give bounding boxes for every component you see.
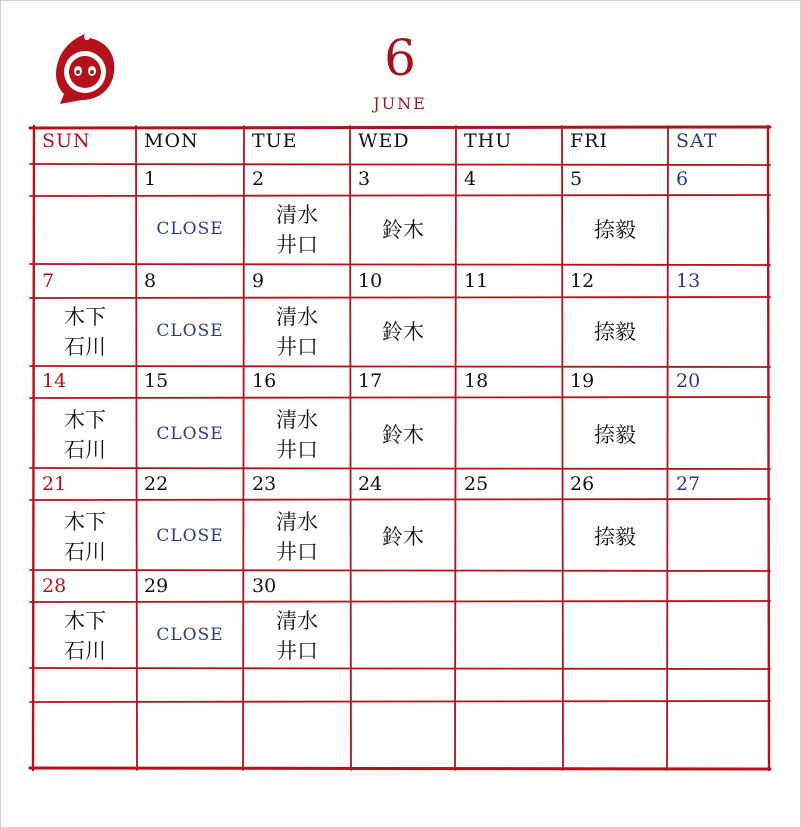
day-number: 1 [144, 168, 157, 190]
day-number: 27 [676, 473, 701, 495]
day-number: 4 [464, 168, 477, 190]
day-number: 23 [252, 473, 277, 495]
staff-entry: 清水 井口 [276, 510, 318, 564]
day-number: 5 [570, 168, 583, 190]
staff-entry: 清水 井口 [276, 305, 318, 359]
grid-line [30, 768, 770, 769]
closed-label: CLOSE [156, 526, 224, 546]
staff-entry: 捺毅 [594, 320, 636, 344]
day-number: 30 [252, 575, 277, 597]
staff-entry: 捺毅 [594, 218, 636, 242]
grid-line [30, 601, 770, 602]
staff-entry: 清水 井口 [276, 609, 318, 663]
weekday-thu: THU [464, 130, 513, 152]
grid-line [30, 164, 770, 165]
grid-line [30, 468, 770, 469]
day-number: 3 [358, 168, 371, 190]
grid-line [30, 297, 770, 298]
closed-label: CLOSE [156, 424, 224, 444]
day-number: 29 [144, 575, 169, 597]
day-number: 25 [464, 473, 489, 495]
staff-entry: 木下 石川 [64, 305, 106, 359]
day-number: 11 [464, 270, 489, 292]
day-number: 8 [144, 270, 157, 292]
closed-label: CLOSE [156, 321, 224, 341]
staff-entry: 清水 井口 [276, 408, 318, 462]
grid-line [30, 570, 770, 571]
day-number: 20 [676, 370, 701, 392]
grid-line [768, 126, 769, 770]
day-number: 6 [676, 168, 689, 190]
day-number: 14 [42, 370, 67, 392]
weekday-tue: TUE [252, 130, 298, 152]
day-number: 13 [676, 270, 701, 292]
staff-entry: 木下 石川 [64, 408, 106, 462]
day-number: 22 [144, 473, 169, 495]
day-number: 19 [570, 370, 595, 392]
grid-line [30, 366, 770, 367]
grid-line [30, 499, 770, 500]
day-number: 24 [358, 473, 383, 495]
weekday-fri: FRI [570, 130, 608, 152]
day-number: 7 [42, 270, 55, 292]
staff-entry: 捺毅 [594, 525, 636, 549]
grid-line [30, 195, 770, 196]
day-number: 18 [464, 370, 489, 392]
day-number: 17 [358, 370, 383, 392]
weekday-sun: SUN [42, 130, 91, 152]
month-number: 6 [384, 29, 416, 87]
weekday-mon: MON [144, 130, 199, 152]
grid-line [30, 127, 770, 128]
day-number: 26 [570, 473, 595, 495]
staff-entry: 鈴木 [382, 320, 424, 344]
grid-line [30, 701, 770, 702]
staff-entry: 鈴木 [382, 423, 424, 447]
staff-entry: 鈴木 [382, 218, 424, 242]
day-number: 9 [252, 270, 265, 292]
closed-label: CLOSE [156, 625, 224, 645]
day-number: 21 [42, 473, 67, 495]
staff-entry: 木下 石川 [64, 510, 106, 564]
staff-entry: 鈴木 [382, 525, 424, 549]
day-number: 10 [358, 270, 383, 292]
grid-line [30, 668, 770, 669]
day-number: 16 [252, 370, 277, 392]
grid-line [30, 264, 770, 265]
grid-line [30, 397, 770, 398]
weekday-sat: SAT [676, 130, 718, 152]
day-number: 28 [42, 575, 67, 597]
month-name: JUNE [373, 94, 427, 113]
weekday-wed: WED [358, 130, 410, 152]
staff-entry: 捺毅 [594, 423, 636, 447]
staff-entry: 木下 石川 [64, 609, 106, 663]
closed-label: CLOSE [156, 219, 224, 239]
day-number: 15 [144, 370, 169, 392]
staff-entry: 清水 井口 [276, 203, 318, 257]
day-number: 12 [570, 270, 595, 292]
day-number: 2 [252, 168, 265, 190]
